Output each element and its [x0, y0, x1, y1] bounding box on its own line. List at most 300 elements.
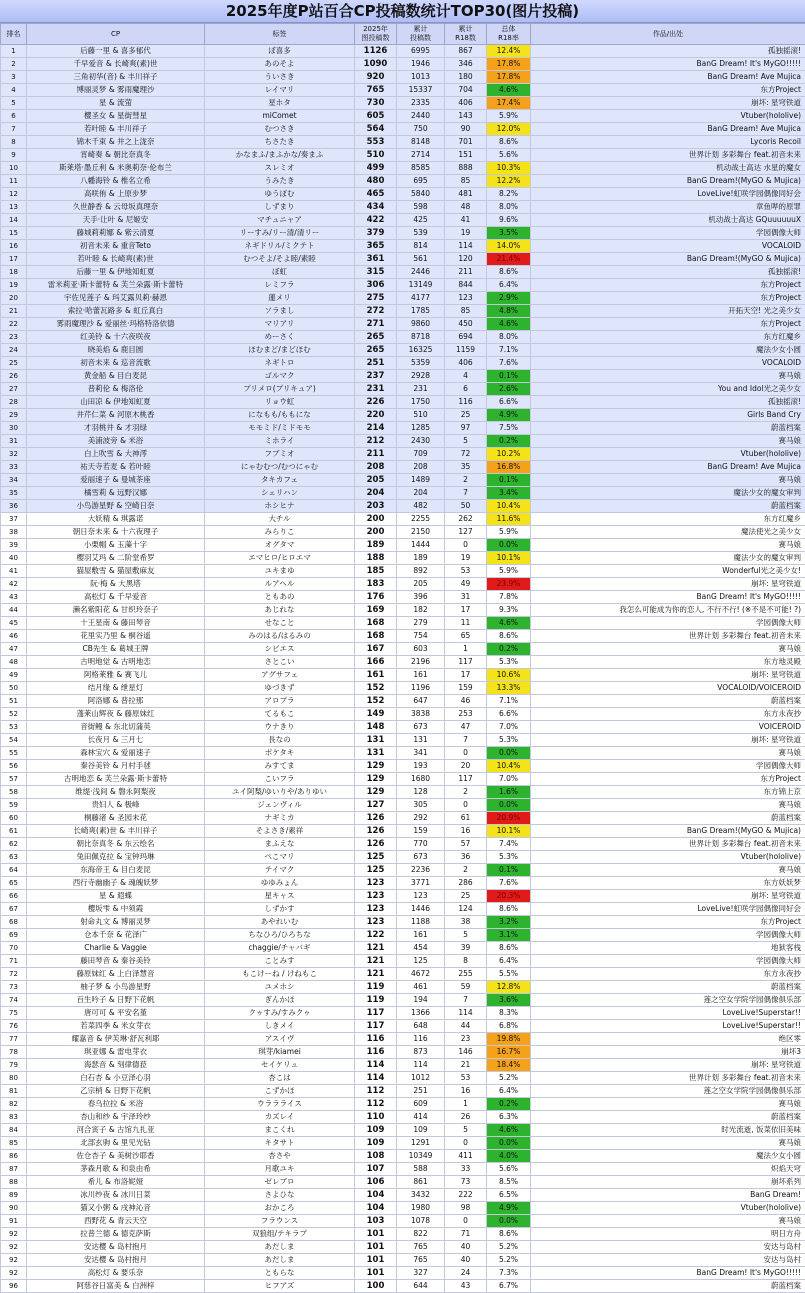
cp-cell: 锦木千束 & 井之上泷奈	[27, 136, 205, 149]
cp-cell: 大妖精 & 琪露诺	[27, 513, 205, 526]
tag-cell: 星キャス	[205, 890, 355, 903]
rank-cell: 49	[1, 669, 27, 682]
post-count-cell: 265	[355, 344, 397, 357]
source-work-cell: 东方妖妖梦	[531, 877, 805, 890]
r18-rate-value: 8.5%	[487, 1176, 530, 1188]
total-count-cell: 561	[397, 253, 445, 266]
r18-count-cell: 5	[445, 435, 487, 448]
rank-cell: 87	[1, 1163, 27, 1176]
tag-cell: アロプラ	[205, 695, 355, 708]
post-count-cell: 237	[355, 370, 397, 383]
table-row	[1, 175, 805, 188]
tag-cell: さよひな	[205, 1189, 355, 1202]
r18-count-cell: 47	[445, 721, 487, 734]
source-work-cell: 学园偶像大师	[531, 760, 805, 773]
r18-rate-value: 0.0%	[487, 799, 530, 811]
cp-cell: 耀嘉音 & 伊芙琳·舒瓦利耶	[27, 1033, 205, 1046]
source-work-cell: Girls Band Cry	[531, 409, 805, 422]
tag-cell: めーさく	[205, 331, 355, 344]
cp-cell: 森林宝穴 & 爱丽速子	[27, 747, 205, 760]
post-count-cell: 101	[355, 1254, 397, 1267]
total-count-cell: 2928	[397, 370, 445, 383]
post-count-cell: 129	[355, 773, 397, 786]
tag-cell: シェリハン	[205, 487, 355, 500]
cp-cell: 杏山和纱 & 宇泽玲纱	[27, 1111, 205, 1124]
r18-rate-cell	[487, 981, 531, 994]
tag-cell: アグサフェ	[205, 669, 355, 682]
total-count-cell: 251	[397, 1085, 445, 1098]
cp-cell: 蓬莱山辉夜 & 藤原妹红	[27, 708, 205, 721]
tag-cell: ゆうぽむ	[205, 188, 355, 201]
tag-cell: あやれいむ	[205, 916, 355, 929]
r18-count-cell: 180	[445, 71, 487, 84]
r18-rate-value: 12.0%	[487, 123, 530, 135]
total-count-cell: 1188	[397, 916, 445, 929]
r18-rate-value: 6.4%	[487, 955, 530, 967]
table-row	[1, 448, 805, 461]
source-work-cell: 章鱼哔的原罪	[531, 201, 805, 214]
total-count-cell: 873	[397, 1046, 445, 1059]
r18-count-cell: 222	[445, 1189, 487, 1202]
r18-rate-cell	[487, 487, 531, 500]
r18-rate-cell	[487, 45, 531, 58]
cp-cell: 朝比奈真冬 & 东云绘名	[27, 838, 205, 851]
cp-cell: 祐天寺若麦 & 若叶睦	[27, 461, 205, 474]
r18-rate-cell	[487, 383, 531, 396]
rank-cell: 64	[1, 864, 27, 877]
r18-count-cell: 46	[445, 695, 487, 708]
rank-cell: 41	[1, 565, 27, 578]
header-rate: 总体 R18率	[487, 24, 531, 45]
rank-cell: 16	[1, 240, 27, 253]
post-count-cell: 110	[355, 1111, 397, 1124]
r18-count-cell: 5	[445, 929, 487, 942]
source-work-cell: 蔚蓝档案	[531, 1111, 805, 1124]
r18-count-cell: 124	[445, 903, 487, 916]
cp-cell: 黄金船 & 目白麦昆	[27, 370, 205, 383]
r18-rate-value: 0.2%	[487, 435, 530, 447]
r18-count-cell: 65	[445, 630, 487, 643]
tag-cell: ちさたき	[205, 136, 355, 149]
table-row	[1, 214, 805, 227]
rank-cell: 20	[1, 292, 27, 305]
rank-cell: 11	[1, 175, 27, 188]
tag-cell: ゆづきず	[205, 682, 355, 695]
r18-count-cell: 120	[445, 253, 487, 266]
r18-rate-value: 8.2%	[487, 188, 530, 200]
tag-cell: あだしま	[205, 1254, 355, 1267]
rank-cell: 35	[1, 487, 27, 500]
total-count-cell: 341	[397, 747, 445, 760]
r18-rate-cell	[487, 97, 531, 110]
cp-cell: 若叶睦 & 长崎爽(素)世	[27, 253, 205, 266]
table-row	[1, 981, 805, 994]
r18-rate-cell	[487, 513, 531, 526]
cp-cell: 海瑟音 & 刻律德菈	[27, 1059, 205, 1072]
cp-cell: 高松灯 & 千早爱音	[27, 591, 205, 604]
r18-rate-cell	[487, 539, 531, 552]
source-work-cell: 学园偶像大师	[531, 955, 805, 968]
r18-rate-value: 8.6%	[487, 136, 530, 148]
total-count-cell: 5359	[397, 357, 445, 370]
r18-count-cell: 481	[445, 188, 487, 201]
r18-rate-cell	[487, 877, 531, 890]
table-row	[1, 422, 805, 435]
total-count-cell: 279	[397, 617, 445, 630]
tag-cell: リョウ虹	[205, 396, 355, 409]
rank-cell: 36	[1, 500, 27, 513]
tag-cell: ミホライ	[205, 435, 355, 448]
r18-rate-value: 10.4%	[487, 500, 530, 512]
total-count-cell: 1446	[397, 903, 445, 916]
table-row	[1, 136, 805, 149]
r18-rate-cell	[487, 1007, 531, 1020]
total-count-cell: 204	[397, 487, 445, 500]
r18-count-cell: 411	[445, 1150, 487, 1163]
r18-count-cell: 211	[445, 266, 487, 279]
tag-cell: ゆゆみょん	[205, 877, 355, 890]
r18-count-cell: 123	[445, 292, 487, 305]
post-count-cell: 765	[355, 84, 397, 97]
r18-rate-value: 9.6%	[487, 214, 530, 226]
rank-cell: 62	[1, 838, 27, 851]
source-work-cell: 赛马娘	[531, 539, 805, 552]
r18-rate-value: 7.8%	[487, 591, 530, 603]
r18-rate-value: 17.8%	[487, 71, 530, 83]
r18-rate-cell	[487, 1254, 531, 1267]
rank-cell: 40	[1, 552, 27, 565]
tag-cell: ナギミカ	[205, 812, 355, 825]
r18-rate-value: 6.4%	[487, 279, 530, 291]
r18-rate-value: 16.8%	[487, 461, 530, 473]
total-count-cell: 8585	[397, 162, 445, 175]
post-count-cell: 122	[355, 929, 397, 942]
r18-count-cell: 406	[445, 357, 487, 370]
post-count-cell: 131	[355, 747, 397, 760]
r18-rate-value: 4.0%	[487, 1150, 530, 1162]
table-row	[1, 1241, 805, 1254]
r18-rate-cell	[487, 734, 531, 747]
rank-cell: 77	[1, 1033, 27, 1046]
total-count-cell: 15337	[397, 84, 445, 97]
r18-rate-value: 3.4%	[487, 487, 530, 499]
tag-cell: ゴルマク	[205, 370, 355, 383]
post-count-cell: 109	[355, 1137, 397, 1150]
r18-count-cell: 43	[445, 1280, 487, 1293]
total-count-cell: 161	[397, 669, 445, 682]
table-row	[1, 123, 805, 136]
total-count-cell: 3432	[397, 1189, 445, 1202]
rank-cell: 88	[1, 1176, 27, 1189]
cp-cell: 红美铃 & 十六夜咲夜	[27, 331, 205, 344]
tag-cell: ゼレブロ	[205, 1176, 355, 1189]
source-work-cell: 赛马娘	[531, 799, 805, 812]
table-row	[1, 357, 805, 370]
post-count-cell: 108	[355, 1150, 397, 1163]
source-work-cell: 赛马娘	[531, 1098, 805, 1111]
source-work-cell: 东方红魔乡	[531, 331, 805, 344]
cp-cell: 希儿 & 布洛妮娅	[27, 1176, 205, 1189]
r18-rate-value: 7.0%	[487, 773, 530, 785]
table-row	[1, 669, 805, 682]
source-work-cell: 蔚蓝档案	[531, 1280, 805, 1293]
tag-cell: ぎんかほ	[205, 994, 355, 1007]
source-work-cell: 机动战士高达 水星的魔女	[531, 162, 805, 175]
source-work-cell: 赛马娘	[531, 370, 805, 383]
r18-rate-cell	[487, 903, 531, 916]
r18-rate-cell	[487, 1241, 531, 1254]
rank-cell: 53	[1, 721, 27, 734]
tag-cell: マリアリ	[205, 318, 355, 331]
post-count-cell: 200	[355, 513, 397, 526]
r18-rate-cell	[487, 760, 531, 773]
total-count-cell: 1444	[397, 539, 445, 552]
r18-rate-value: 5.3%	[487, 734, 530, 746]
total-count-cell: 1285	[397, 422, 445, 435]
table-row	[1, 877, 805, 890]
rank-cell: 66	[1, 890, 27, 903]
cp-cell: 仓本千奈 & 花泽广	[27, 929, 205, 942]
cp-cell: 樱羽艾玛 & 二阶堂希罗	[27, 552, 205, 565]
r18-count-cell: 7	[445, 994, 487, 1007]
total-count-cell: 603	[397, 643, 445, 656]
table-row	[1, 149, 805, 162]
rank-cell: 73	[1, 981, 27, 994]
source-work-cell: Vtuber(hololive)	[531, 851, 805, 864]
cp-cell: 结月缘 & 绁星灯	[27, 682, 205, 695]
r18-rate-value: 5.6%	[487, 149, 530, 161]
source-work-cell: 魔法少女小圆	[531, 1150, 805, 1163]
post-count-cell: 129	[355, 786, 397, 799]
cp-cell: 井芹仁菜 & 河原木桃香	[27, 409, 205, 422]
post-count-cell: 189	[355, 539, 397, 552]
table-row	[1, 760, 805, 773]
source-work-cell: 莲之空女学院学园偶像俱乐部	[531, 994, 805, 1007]
source-work-cell: 东方地灵殿	[531, 656, 805, 669]
source-work-cell: 赛马娘	[531, 1215, 805, 1228]
cp-cell: 小栗帽 & 玉藻十字	[27, 539, 205, 552]
r18-count-cell: 2	[445, 864, 487, 877]
source-work-cell: 东方红魔乡	[531, 513, 805, 526]
source-work-cell: 魔法少女的魔女审判	[531, 552, 805, 565]
r18-rate-value: 10.1%	[487, 825, 530, 837]
r18-rate-cell	[487, 136, 531, 149]
rank-cell: 74	[1, 994, 27, 1007]
r18-rate-value: 8.6%	[487, 1228, 530, 1240]
cp-cell: 安达樱 & 岛村抱月	[27, 1254, 205, 1267]
rank-cell: 47	[1, 643, 27, 656]
r18-rate-cell	[487, 955, 531, 968]
cp-cell: 高松灯 & 要乐奈	[27, 1267, 205, 1280]
source-work-cell: 时光流逝, 饭菜依旧美味	[531, 1124, 805, 1137]
post-count-cell: 109	[355, 1124, 397, 1137]
source-work-cell: 崩坏: 星穹铁道	[531, 97, 805, 110]
r18-rate-value: 2.9%	[487, 292, 530, 304]
r18-count-cell: 117	[445, 773, 487, 786]
tag-cell: ともあの	[205, 591, 355, 604]
total-count-cell: 2430	[397, 435, 445, 448]
r18-rate-value: 10.6%	[487, 669, 530, 681]
source-work-cell: 东方Project	[531, 292, 805, 305]
tag-cell: ホシヒナ	[205, 500, 355, 513]
table-row	[1, 383, 805, 396]
r18-rate-value: 21.4%	[487, 253, 530, 265]
tag-cell: セイケリュ	[205, 1059, 355, 1072]
rank-cell: 86	[1, 1150, 27, 1163]
table-row	[1, 1137, 805, 1150]
rank-cell: 89	[1, 1189, 27, 1202]
rank-cell: 43	[1, 591, 27, 604]
source-work-cell: 世界计划 多彩舞台 feat.初音未来	[531, 630, 805, 643]
source-work-cell: 崩坏: 星穹铁道	[531, 1059, 805, 1072]
total-count-cell: 1785	[397, 305, 445, 318]
cp-cell: 射命丸文 & 博丽灵梦	[27, 916, 205, 929]
post-count-cell: 434	[355, 201, 397, 214]
r18-rate-value: 5.3%	[487, 851, 530, 863]
r18-count-cell: 19	[445, 227, 487, 240]
post-count-cell: 119	[355, 994, 397, 1007]
post-count-cell: 100	[355, 1280, 397, 1293]
r18-rate-value: 11.6%	[487, 513, 530, 525]
r18-rate-cell	[487, 838, 531, 851]
source-work-cell: 东方锦上京	[531, 786, 805, 799]
total-count-cell: 2446	[397, 266, 445, 279]
r18-rate-cell	[487, 1215, 531, 1228]
r18-rate-value: 5.5%	[487, 968, 530, 980]
r18-count-cell: 17	[445, 669, 487, 682]
rank-cell: 54	[1, 734, 27, 747]
cp-cell: 拉普兰德 & 德克萨斯	[27, 1228, 205, 1241]
rank-cell: 38	[1, 526, 27, 539]
r18-rate-cell	[487, 708, 531, 721]
post-count-cell: 205	[355, 474, 397, 487]
post-count-cell: 121	[355, 955, 397, 968]
table-row	[1, 1033, 805, 1046]
cp-cell: 古明地觉 & 古明地恋	[27, 656, 205, 669]
total-count-cell: 861	[397, 1176, 445, 1189]
source-work-cell: 孤独摇滚!	[531, 396, 805, 409]
r18-count-cell: 114	[445, 240, 487, 253]
source-work-cell: 明日方舟	[531, 1228, 805, 1241]
r18-rate-cell	[487, 110, 531, 123]
total-count-cell: 1750	[397, 396, 445, 409]
post-count-cell: 564	[355, 123, 397, 136]
cp-cell: 琪亚娜 & 雷电芽衣	[27, 1046, 205, 1059]
r18-rate-value: 7.3%	[487, 1267, 530, 1279]
r18-count-cell: 0	[445, 747, 487, 760]
cp-cell: 河合寅子 & 古馆九扎亚	[27, 1124, 205, 1137]
tag-cell: うみたき	[205, 175, 355, 188]
cp-cell: 柚子梦 & 小鸟游星野	[27, 981, 205, 994]
table-row	[1, 344, 805, 357]
table-row	[1, 851, 805, 864]
table-row	[1, 1046, 805, 1059]
source-work-cell: LoveLive!虹咲学园偶像同好会	[531, 188, 805, 201]
rank-cell: 39	[1, 539, 27, 552]
total-count-cell: 231	[397, 383, 445, 396]
tag-cell: エマヒロ/ヒロエマ	[205, 552, 355, 565]
total-count-cell: 182	[397, 604, 445, 617]
r18-rate-cell	[487, 851, 531, 864]
cp-cell: 山田凉 & 伊地知虹夏	[27, 396, 205, 409]
r18-rate-cell	[487, 396, 531, 409]
post-count-cell: 121	[355, 942, 397, 955]
tag-cell: レイマリ	[205, 84, 355, 97]
post-count-cell: 271	[355, 318, 397, 331]
tag-cell: 琪芽/kiamei	[205, 1046, 355, 1059]
total-count-cell: 128	[397, 786, 445, 799]
post-count-cell: 127	[355, 799, 397, 812]
cp-cell: 藤城莉莉娜 & 紫云清夏	[27, 227, 205, 240]
r18-rate-value: 0.0%	[487, 1137, 530, 1149]
cp-cell: CB先生 & 葛城王牌	[27, 643, 205, 656]
r18-rate-value: 19.8%	[487, 1033, 530, 1045]
r18-count-cell: 694	[445, 331, 487, 344]
table-row	[1, 656, 805, 669]
table-row	[1, 318, 805, 331]
table-row	[1, 500, 805, 513]
r18-count-cell: 888	[445, 162, 487, 175]
r18-count-cell: 36	[445, 851, 487, 864]
total-count-cell: 194	[397, 994, 445, 1007]
tag-cell: タキカフェ	[205, 474, 355, 487]
cp-cell: 天手·让叶 & 尼姬安	[27, 214, 205, 227]
table-row	[1, 1280, 805, 1293]
rank-cell: 24	[1, 344, 27, 357]
r18-count-cell: 49	[445, 578, 487, 591]
r18-rate-value: 6.6%	[487, 708, 530, 720]
rank-cell: 30	[1, 422, 27, 435]
tag-cell: せなこと	[205, 617, 355, 630]
table-row	[1, 1254, 805, 1267]
r18-rate-value: 3.6%	[487, 994, 530, 1006]
table-row	[1, 721, 805, 734]
r18-rate-cell	[487, 1267, 531, 1280]
r18-rate-value: 4.6%	[487, 318, 530, 330]
rank-cell: 27	[1, 383, 27, 396]
cp-cell: 猫又小粥 & 戌神沁音	[27, 1202, 205, 1215]
total-count-cell: 644	[397, 1280, 445, 1293]
total-count-cell: 695	[397, 175, 445, 188]
post-count-cell: 605	[355, 110, 397, 123]
post-count-cell: 1090	[355, 58, 397, 71]
r18-count-cell: 35	[445, 461, 487, 474]
tag-cell: リーすみ/リー清/清リー	[205, 227, 355, 240]
r18-rate-cell	[487, 1020, 531, 1033]
source-work-cell: You and Idol光之美少女	[531, 383, 805, 396]
source-work-cell: 孤独摇滚!	[531, 45, 805, 58]
cp-cell: 初音未来 & 巡音流歌	[27, 357, 205, 370]
source-work-cell: 世界计划 多彩舞台 feat.初音未来	[531, 1072, 805, 1085]
cp-cell: 三角初华(音) & 丰川祥子	[27, 71, 205, 84]
table-header	[1, 24, 805, 45]
post-count-cell: 499	[355, 162, 397, 175]
tag-cell: ともらな	[205, 1267, 355, 1280]
table-row	[1, 1007, 805, 1020]
tag-cell: しきメイ	[205, 1020, 355, 1033]
r18-count-cell: 48	[445, 201, 487, 214]
r18-rate-value: 0.1%	[487, 474, 530, 486]
table-row	[1, 630, 805, 643]
total-count-cell: 8148	[397, 136, 445, 149]
rank-cell: 63	[1, 851, 27, 864]
tag-cell: まこくれ	[205, 1124, 355, 1137]
r18-count-cell: 2	[445, 474, 487, 487]
cp-cell: 美浦波旁 & 米浴	[27, 435, 205, 448]
source-work-cell: 蔚蓝档案	[531, 981, 805, 994]
table-row	[1, 942, 805, 955]
r18-rate-cell	[487, 461, 531, 474]
